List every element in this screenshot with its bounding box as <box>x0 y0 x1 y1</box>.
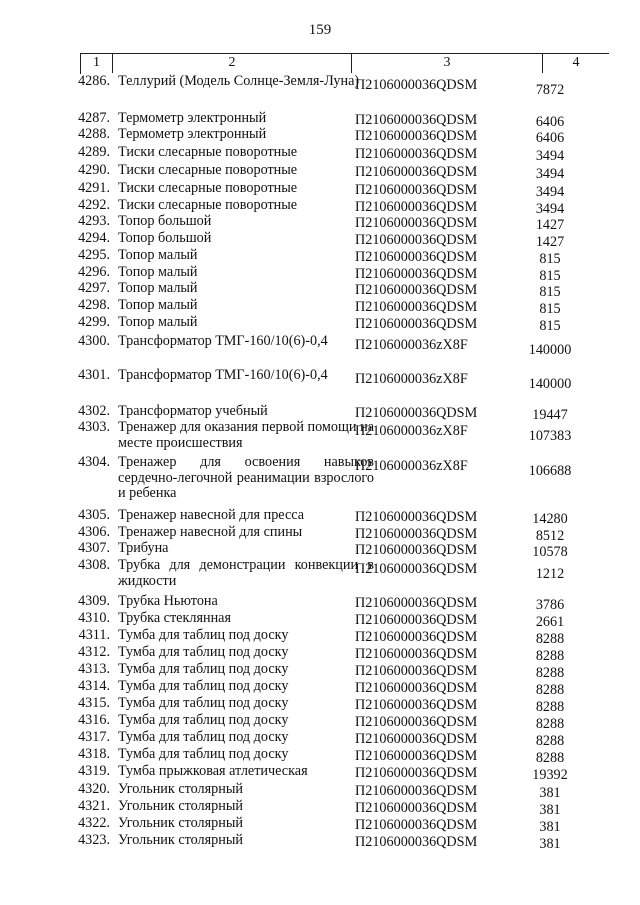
item-code: П2106000036QDSM <box>355 249 478 265</box>
item-name: Угольник столярный <box>118 815 243 831</box>
row-number: 4305. <box>78 507 110 523</box>
row-number: 4309. <box>78 593 110 609</box>
item-value: 815 <box>539 301 561 317</box>
item-name: Тиски слесарные поворотные <box>118 162 298 178</box>
item-code: П2106000036QDSM <box>355 561 478 577</box>
item-code: П2106000036QDSM <box>355 112 478 128</box>
item-code: П2106000036QDSM <box>355 77 478 93</box>
item-value: 8288 <box>535 716 565 732</box>
item-name: Тумба для таблиц под доску <box>118 661 289 677</box>
item-code: П2106000036QDSM <box>355 282 478 298</box>
item-name: Угольник столярный <box>118 832 243 848</box>
item-value: 3786 <box>535 597 565 613</box>
item-name: Топор большой <box>118 230 212 246</box>
item-code: П2106000036QDSM <box>355 748 478 764</box>
row-number: 4297. <box>78 280 110 296</box>
item-value: 8512 <box>535 528 565 544</box>
header-col-2: 2 <box>113 54 352 73</box>
item-name: Тиски слесарные поворотные <box>118 180 298 196</box>
row-number: 4290. <box>78 162 110 178</box>
item-code: П2106000036QDSM <box>355 164 478 180</box>
item-value: 1212 <box>535 566 565 582</box>
item-value: 815 <box>539 268 561 284</box>
item-name: Тумба для таблиц под доску <box>118 678 289 694</box>
row-number: 4295. <box>78 247 110 263</box>
item-value: 3494 <box>535 184 565 200</box>
item-code: П2106000036QDSM <box>355 509 478 525</box>
item-value: 107383 <box>528 428 572 444</box>
row-number: 4291. <box>78 180 110 196</box>
item-value: 6406 <box>535 114 565 130</box>
item-code: П2106000036QDSM <box>355 266 478 282</box>
item-code: П2106000036QDSM <box>355 215 478 231</box>
row-number: 4306. <box>78 524 110 540</box>
item-value: 14280 <box>532 511 568 527</box>
row-number: 4316. <box>78 712 110 728</box>
item-name: Трубка Ньютона <box>118 593 218 609</box>
item-code: П2106000036QDSM <box>355 817 478 833</box>
item-name: Трубка для демонстрации конвекции в жидкости <box>118 557 374 589</box>
item-name: Топор малый <box>118 247 198 263</box>
item-value: 815 <box>539 318 561 334</box>
item-code: П2106000036QDSM <box>355 316 478 332</box>
row-number: 4300. <box>78 333 110 349</box>
item-value: 8288 <box>535 665 565 681</box>
item-code: П2106000036zX8F <box>355 337 468 353</box>
item-value: 7872 <box>535 82 565 98</box>
page-number: 159 <box>308 22 332 38</box>
item-value: 815 <box>539 284 561 300</box>
item-name: Топор большой <box>118 213 212 229</box>
item-value: 381 <box>539 836 561 852</box>
item-value: 8288 <box>535 631 565 647</box>
row-number: 4315. <box>78 695 110 711</box>
row-number: 4311. <box>78 627 110 643</box>
row-number: 4292. <box>78 197 110 213</box>
row-number: 4301. <box>78 367 110 383</box>
item-name: Термометр электронный <box>118 126 267 142</box>
item-name: Трансформатор ТМГ-160/10(6)-0,4 <box>118 333 328 349</box>
header-col-1: 1 <box>81 54 113 73</box>
item-code: П2106000036QDSM <box>355 146 478 162</box>
item-value: 106688 <box>528 463 572 479</box>
item-name: Тумба для таблиц под доску <box>118 746 289 762</box>
item-code: П2106000036zX8F <box>355 371 468 387</box>
header-col-4: 4 <box>572 55 580 70</box>
item-name: Тумба для таблиц под доску <box>118 712 289 728</box>
row-number: 4286. <box>78 73 110 89</box>
item-name: Топор малый <box>118 280 198 296</box>
item-code: П2106000036zX8F <box>355 458 468 474</box>
row-number: 4289. <box>78 144 110 160</box>
item-name: Термометр электронный <box>118 110 267 126</box>
item-value: 381 <box>539 819 561 835</box>
item-value: 3494 <box>535 148 565 164</box>
item-name: Топор малый <box>118 297 198 313</box>
row-number: 4321. <box>78 798 110 814</box>
row-number: 4287. <box>78 110 110 126</box>
item-value: 1427 <box>535 234 565 250</box>
item-value: 19447 <box>532 407 568 423</box>
item-value: 6406 <box>535 130 565 146</box>
row-number: 4319. <box>78 763 110 779</box>
row-number: 4296. <box>78 264 110 280</box>
row-number: 4314. <box>78 678 110 694</box>
item-code: П2106000036QDSM <box>355 731 478 747</box>
item-name: Трансформатор учебный <box>118 403 268 419</box>
item-code: П2106000036QDSM <box>355 128 478 144</box>
item-name: Топор малый <box>118 314 198 330</box>
item-value: 140000 <box>528 376 572 392</box>
item-code: П2106000036QDSM <box>355 714 478 730</box>
row-number: 4323. <box>78 832 110 848</box>
item-value: 19392 <box>532 767 568 783</box>
item-code: П2106000036QDSM <box>355 783 478 799</box>
item-value: 8288 <box>535 750 565 766</box>
item-name: Тиски слесарные поворотные <box>118 197 298 213</box>
item-value: 8288 <box>535 733 565 749</box>
row-number: 4288. <box>78 126 110 142</box>
item-name: Тренажер для освоения навыков сердечно-легочной реанимации взрослого и ребенка <box>118 454 374 501</box>
item-name: Тумба прыжковая атлетическая <box>118 763 308 779</box>
item-code: П2106000036QDSM <box>355 629 478 645</box>
item-code: П2106000036QDSM <box>355 697 478 713</box>
item-code: П2106000036QDSM <box>355 800 478 816</box>
item-code: П2106000036zX8F <box>355 423 468 439</box>
item-value: 1427 <box>535 217 565 233</box>
item-value: 2661 <box>535 614 565 630</box>
item-value: 8288 <box>535 682 565 698</box>
row-number: 4310. <box>78 610 110 626</box>
item-code: П2106000036QDSM <box>355 765 478 781</box>
row-number: 4302. <box>78 403 110 419</box>
row-number: 4318. <box>78 746 110 762</box>
item-name: Трибуна <box>118 540 169 556</box>
item-code: П2106000036QDSM <box>355 646 478 662</box>
item-code: П2106000036QDSM <box>355 542 478 558</box>
row-number: 4317. <box>78 729 110 745</box>
item-code: П2106000036QDSM <box>355 232 478 248</box>
item-name: Теллурий (Модель Солнце-Земля-Луна) <box>118 73 360 89</box>
item-name: Тиски слесарные поворотные <box>118 144 298 160</box>
item-name: Угольник столярный <box>118 781 243 797</box>
row-number: 4303. <box>78 419 110 435</box>
item-name: Тумба для таблиц под доску <box>118 644 289 660</box>
item-value: 8288 <box>535 699 565 715</box>
item-value: 381 <box>539 802 561 818</box>
row-number: 4293. <box>78 213 110 229</box>
item-name: Топор малый <box>118 264 198 280</box>
item-name: Тренажер для оказания первой помощи на месте происшествия <box>118 419 374 451</box>
item-name: Тренажер навесной для пресса <box>118 507 305 523</box>
item-code: П2106000036QDSM <box>355 663 478 679</box>
item-name: Тумба для таблиц под доску <box>118 729 289 745</box>
item-code: П2106000036QDSM <box>355 612 478 628</box>
item-code: П2106000036QDSM <box>355 299 478 315</box>
item-value: 3494 <box>535 201 565 217</box>
item-code: П2106000036QDSM <box>355 405 478 421</box>
row-number: 4304. <box>78 454 110 470</box>
item-code: П2106000036QDSM <box>355 595 478 611</box>
header-col-3: 3 <box>352 54 543 73</box>
row-number: 4320. <box>78 781 110 797</box>
row-number: 4294. <box>78 230 110 246</box>
item-name: Тумба для таблиц под доску <box>118 627 289 643</box>
item-name: Тумба для таблиц под доску <box>118 695 289 711</box>
item-code: П2106000036QDSM <box>355 834 478 850</box>
item-code: П2106000036QDSM <box>355 680 478 696</box>
item-code: П2106000036QDSM <box>355 526 478 542</box>
row-number: 4313. <box>78 661 110 677</box>
row-number: 4322. <box>78 815 110 831</box>
item-name: Трансформатор ТМГ-160/10(6)-0,4 <box>118 367 328 383</box>
item-code: П2106000036QDSM <box>355 182 478 198</box>
item-value: 140000 <box>528 342 572 358</box>
row-number: 4307. <box>78 540 110 556</box>
item-value: 8288 <box>535 648 565 664</box>
row-number: 4308. <box>78 557 110 573</box>
row-number: 4298. <box>78 297 110 313</box>
item-value: 815 <box>539 251 561 267</box>
item-name: Угольник столярный <box>118 798 243 814</box>
item-name: Трубка стеклянная <box>118 610 231 626</box>
item-value: 3494 <box>535 166 565 182</box>
item-value: 10578 <box>532 544 568 560</box>
item-value: 381 <box>539 785 561 801</box>
row-number: 4299. <box>78 314 110 330</box>
item-name: Тренажер навесной для спины <box>118 524 303 540</box>
item-code: П2106000036QDSM <box>355 199 478 215</box>
row-number: 4312. <box>78 644 110 660</box>
